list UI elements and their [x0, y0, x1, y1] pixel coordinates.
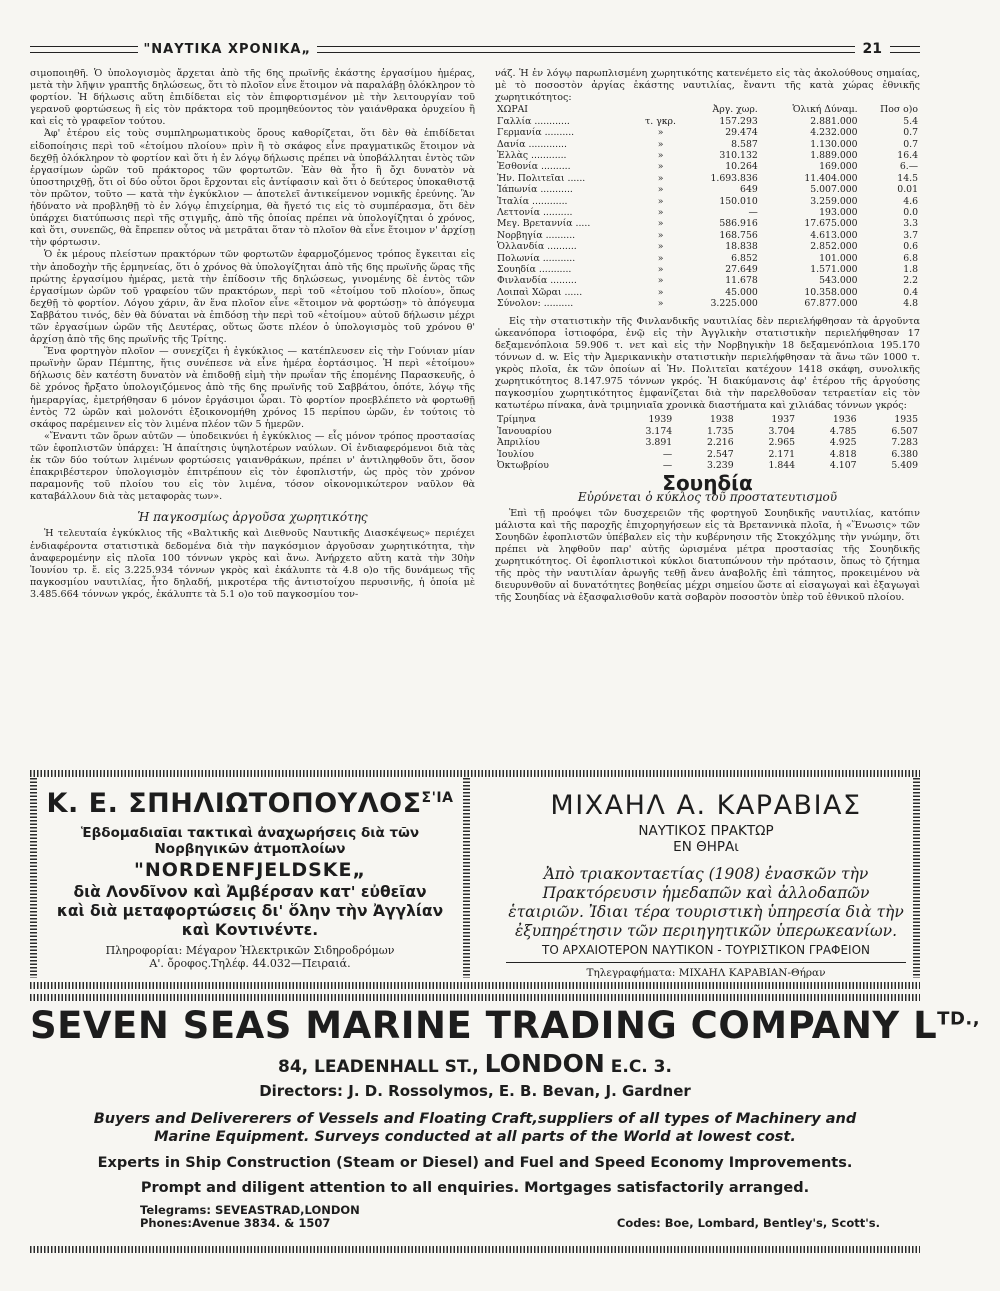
idle-tonnage-table: [495, 104, 920, 309]
header-rule: [317, 46, 855, 53]
table-cell: 3.891: [645, 437, 673, 449]
table-cell: 4.232.000: [810, 127, 858, 139]
ad-line: ΤΟ ΑΡΧΑΙΟΤΕΡΟΝ ΝΑΥΤΙΚΟΝ - ΤΟΥΡΙΣΤΙΚΟΝ ΓΡΑΦΕΙΟΝ: [541, 943, 871, 957]
header-rule: [890, 46, 920, 53]
table-cell: Ὀκτωβρίου: [497, 459, 549, 471]
table-cell: »: [657, 298, 664, 310]
dotted-separator: [30, 1246, 920, 1253]
table-header: Τρίμηνα: [497, 414, 536, 426]
table-row: [495, 196, 920, 207]
table-cell: »: [657, 161, 664, 173]
ad-border: [913, 778, 920, 978]
page-number: 21: [862, 41, 882, 57]
table-cell: 193.000: [819, 206, 858, 218]
table-cell: 168.756: [719, 229, 758, 241]
karavias-advertisement: [492, 778, 920, 978]
table-cell: Γερμανία ..........: [497, 127, 575, 139]
table-cell: »: [657, 206, 664, 218]
table-cell: 6.8: [903, 252, 918, 264]
table-cell: 0.0: [903, 206, 918, 218]
table-cell: 2.852.000: [810, 241, 858, 253]
table-cell: Δανία .............: [497, 138, 567, 150]
article-paragraph: σιμοποιηθῆ. Ὁ ὑπολογισμὸς ἄρχεται ἀπὸ τῆς 6ης πρωϊνῆς ἑκάστης ἐργασίμου ἡμέρας, μετὰ τὴν λῆψιν γραπτῆς δηλώσεως, ὅτι τὸ πλοῖον εἶνε ἕτοιμον νὰ παραλάβῃ ὁλόκληρον τὸ φορτίον. Ἡ δήλωσις αὕτη ἐπιδίδεται εἰς τὸν ἐπιφορτισμένον μὲ τὴν λειτουργίαν τοῦ γερανοῦ φορτώσεως ἢ εἰς τὸν πράκτορα τοῦ προμηθεύοντος τὸν γαιάνθρακα ὀρυχείου ἢ καὶ εἰς τὸ γραφεῖον τούτου.: [30, 68, 475, 128]
company-name: ΜΙΧΑΗΛ Α. ΚΑΡΑΒΙΑΣ: [550, 790, 862, 821]
company-address: [30, 1049, 920, 1078]
table-header: 1939: [648, 414, 673, 426]
table-total: [495, 298, 920, 309]
table-cell: Σουηδία ...........: [497, 263, 572, 275]
table-cell: τ. γκρ.: [645, 115, 676, 127]
table-cell: 2.171: [768, 448, 796, 460]
table-cell: »: [657, 184, 664, 196]
company-name-text: SEVEN SEAS MARINE TRADING COMPANY L: [30, 1004, 938, 1047]
ad-line: Ἑβδομαδιαῖαι τακτικαὶ ἀναχωρήσεις διὰ τῶν: [80, 825, 420, 841]
table-cell: 1.571.000: [810, 263, 858, 275]
article-paragraph: Ἐπὶ τῇ προόψει τῶν δυσχερειῶν τῆς φορτηγοῦ Σουηδικῆς ναυτιλίας, κατόπιν μάλιστα καὶ τῆς παροχῆς ἐπιχορηγήσεων εἰς τὰ Βρεταννικὰ πλοῖα, ἡ «Ἕνωσις» τῶν Σουηδῶν ἐφοπλιστῶν ὑπέβαλεν εἰς τὴν κυβέρνησιν τῆς Στοκχόλμης τὴν γνώμην, ὅτι πρέπει νὰ ληφθοῦν παρ' αὐτῆς ὡρισμένα μέτρα προστασίας τῆς Σουηδικῆς χωρητικότητος. Οἱ ἐφοπλιστικοὶ κύκλοι διατυπώνουν τὴν πρότασιν, ὅπως τὸ ζήτημα τῆς πρὸς τὴν ναυτιλίαν ἀρωγῆς τεθῇ ἄνευ ἀναβολῆς ἐπὶ τάπητος, προκειμένου νὰ διευρυνθοῦν αἱ δυνατότητες βοηθείας μέχρι σημείου ὥστε αἱ εἰσαγωγαὶ καὶ ἐξαγωγαὶ τῆς Σουηδίας νὰ ἐξασφαλισθοῦν κατὰ σοβαρὸν ποσοστὸν ὑπὲρ τοῦ ἐθνικοῦ πλοίου.: [495, 507, 920, 604]
table-cell: 1.889.000: [810, 149, 858, 161]
ad-line: ΕΝ ΘΗΡΑι: [673, 839, 739, 855]
table-cell: —: [662, 459, 673, 471]
section-title: Σουηδία: [662, 471, 753, 496]
table-cell: 6.507: [891, 425, 918, 437]
left-column: [30, 68, 475, 601]
table-cell: 1.130.000: [810, 138, 858, 150]
table-header: 1938: [709, 414, 734, 426]
table-row: [495, 298, 920, 309]
ad-line: διὰ Λονδῖνον καὶ Ἀμβέρσαν κατ' εὐθεῖαν: [73, 883, 427, 901]
ad-footer: [30, 1204, 920, 1230]
line-name: "NORDENFJELDSKE„: [133, 859, 366, 881]
table-cell: 4.6: [903, 195, 918, 207]
table-cell: —: [748, 206, 758, 218]
table-row: [495, 207, 920, 218]
table-header-row: [495, 414, 920, 425]
table-header: 1936: [832, 414, 857, 426]
table-cell: Ἐσθονία ..........: [497, 161, 571, 173]
table-cell: 3.259.000: [810, 195, 858, 207]
address-postcode: E.C. 3.: [610, 1057, 672, 1077]
table-cell: 3.239: [707, 459, 734, 471]
table-cell: »: [657, 241, 664, 253]
table-cell: 7.283: [891, 437, 918, 449]
table-cell: 5.4: [903, 115, 918, 127]
table-row: [495, 184, 920, 195]
table-row: [495, 218, 920, 229]
table-row: [495, 127, 920, 138]
table-cell: »: [657, 252, 664, 264]
table-cell: 17.675.000: [804, 218, 858, 230]
ad-text: Buyers and Delivererers of Vessels and Floating Craft,suppliers of all types of Machinery and Marine Equipment. Surveys conducted at all parts of the World at lowest cost.: [93, 1111, 857, 1145]
table-cell: 0.01: [897, 184, 918, 196]
table-cell: 6.380: [891, 448, 918, 460]
seven-seas-advertisement: [30, 1002, 981, 1242]
table-cell: 67.877.000: [804, 298, 858, 310]
table-row: [495, 230, 920, 241]
table-cell: 4.818: [829, 448, 857, 460]
table-cell: 3.7: [903, 229, 918, 241]
table-cell: 8.587: [731, 138, 758, 150]
article-paragraph: Ἡ τελευταία ἐγκύκλιος τῆς «Βαλτικῆς καὶ Διεθνοῦς Ναυτικῆς Διασκέψεως» περιέχει ἐνδιαφέροντα στατιστικὰ δεδομένα διὰ τὴν παγκόσμιον ἀργοῦσαν χωρητικότητα, τὴν ἀναφερομένην εἰς πλοῖα 100 τόννων γκρὸς καὶ ἄνω. Ἀνήρχετο αὕτη κατὰ τὴν 30ὴν Ἰουνίου τρ. ἔ. εἰς 3.225.934 τόννων γκρὸς καὶ ἐκάλυπτε τὰ 4.8 ο)ο τῆς δυνάμεως τῆς παγκοσμίου ναυτιλίας, ἦτο δηλαδή, μικροτέρα τῆς ἀντιστοίχου περυσινῆς, ἡ ὁποία μὲ 3.485.664 τόννων γκρός, ἐκάλυπτε τὰ 5.1 ο)ο τοῦ παγκοσμίου τον-: [30, 528, 475, 600]
table-cell: 4.107: [829, 459, 857, 471]
contact-block: [140, 1204, 360, 1230]
section-heading: Ἡ παγκοσμίως ἀργοῦσα χωρητικότης: [137, 510, 368, 525]
table-cell: Λεττονία ..........: [497, 206, 573, 218]
table-row: [495, 287, 920, 298]
table-cell: Ἀπριλίου: [497, 437, 540, 449]
section-subtitle: Εὐρύνεται ὁ κύκλος τοῦ προστατευτισμοῦ: [577, 490, 838, 505]
phones: Phones:Avenue 3834. & 1507: [140, 1216, 331, 1230]
table-cell: 6.—: [899, 161, 918, 173]
ad-line: Prompt and diligent attention to all enquiries. Mortgages satisfactorily arranged.: [140, 1180, 810, 1196]
table-header-row: [495, 104, 920, 115]
table-cell: »: [657, 172, 664, 184]
table-cell: 16.4: [897, 149, 918, 161]
table-cell: 29.474: [725, 127, 758, 139]
right-column: [495, 68, 920, 604]
table-cell: 18.838: [725, 241, 758, 253]
header-rule: [30, 46, 138, 53]
table-cell: 0.7: [903, 138, 918, 150]
table-cell: 4.785: [829, 425, 857, 437]
table-cell: 5.007.000: [810, 184, 858, 196]
table-cell: »: [657, 127, 664, 139]
table-body: [495, 426, 920, 472]
page-header: [30, 40, 920, 58]
table-cell: 11.404.000: [804, 172, 858, 184]
article-paragraph: «Ἔναντι τῶν ὅρων αὐτῶν — ὑποδεικνύει ἡ ἐγκύκλιος — εἷς μόνον τρόπος προστασίας τῶν ἐφοπλιστῶν ὑπάρχει: Ἡ ἀπαίτησις ὑψηλοτέρων ναύλων. Οἱ ἐνδιαφερόμενοι διὰ τὰς ἐκ τῶν δύο τούτων λιμένων φορτώσεις γαιανθράκων, πρέπει ν' ἀντιληφθοῦν ὅτι, ὅσον ἐπακριβέστερον ὑπολογισμὸν ἐπιτρέπουν εἰς τὸν ἐφοπλιστήν, ὡς πρὸς τὸν χρόνον παραμονῆς τοῦ πλοίου του εἰς τὸν λιμένα, τόσον οἰκονομικώτερον ναῦλον θὰ καταβάλλουν διὰ τὰς μεταφορὰς των».: [30, 430, 475, 503]
ad-line: Νορβηγικῶν ἀτμοπλοίων: [154, 841, 346, 857]
table-header: Ὁλική Δύναμ.: [792, 104, 858, 116]
table-row: [495, 264, 920, 275]
table-header: 1937: [771, 414, 796, 426]
table-cell: »: [657, 286, 664, 298]
magazine-title: "ΝΑΥΤΙΚΑ ΧΡΟΝΙΚΑ„: [143, 41, 311, 57]
table-cell: »: [657, 138, 664, 150]
table-cell: 169.000: [819, 161, 858, 173]
table-cell: 3.225.000: [710, 298, 758, 310]
company-name-suffix: Σ'ΙΑ: [421, 790, 454, 806]
table-cell: 3.174: [645, 425, 673, 437]
company-name-text: Κ. Ε. ΣΠΗΛΙΩΤΟΠΟΥΛΟΣ: [46, 788, 422, 819]
table-cell: Μεγ. Βρεταννία .....: [497, 218, 591, 230]
spiliotopoulos-advertisement: [30, 778, 470, 978]
dotted-separator: [30, 770, 920, 777]
table-cell: 3.704: [768, 425, 796, 437]
ad-border: [30, 778, 37, 978]
ad-border: [463, 778, 470, 978]
table-cell: »: [657, 195, 664, 207]
table-cell: 4.925: [829, 437, 857, 449]
dotted-separator: [30, 994, 920, 1001]
table-row: [495, 275, 920, 286]
table-cell: »: [657, 275, 664, 287]
table-row: [495, 150, 920, 161]
table-cell: Γαλλία ............: [497, 115, 570, 127]
table-row: [495, 116, 920, 127]
table-header: Ἀργ. χωρ.: [712, 104, 758, 116]
divider: [506, 962, 906, 963]
table-row: [495, 437, 920, 448]
table-row: [495, 426, 920, 437]
table-cell: 0.4: [903, 286, 918, 298]
ad-line: Experts in Ship Construction (Steam or Diesel) and Fuel and Speed Economy Improvements.: [97, 1155, 853, 1171]
ad-line: ΝΑΥΤΙΚΟΣ ΠΡΑΚΤΩΡ: [638, 823, 774, 839]
table-cell: 157.293: [719, 115, 758, 127]
table-row: [495, 449, 920, 460]
table-row: [495, 253, 920, 264]
table-cell: Νορβηγία ..........: [497, 229, 576, 241]
table-cell: 1.844: [768, 459, 796, 471]
table-cell: Ἰουλίου: [497, 448, 534, 460]
table-cell: Λοιπαὶ Χῶραι ......: [497, 286, 583, 298]
dotted-separator: [30, 982, 920, 989]
table-cell: Σύνολον: ..........: [497, 298, 574, 310]
company-name: [30, 1004, 981, 1047]
article-paragraph: Ἕνα φορτηγὸν πλοῖον — συνεχίζει ἡ ἐγκύκλιος — κατέπλευσεν εἰς τὴν Γούνιαν μίαν πρωϊνὴν ὥραν Πέμπτης, ἥτις συνέπεσε νὰ εἶνε ἡμέρα ἑορτάσιμος. Ἡ περὶ «ἑτοίμου» δήλωσις δὲν κατέστη δυνατὸν νὰ ἐπιδοθῇ εἰμὴ τὴν πρωΐαν τῆς ἑπομένης Παρασκευῆς, ὁ δὲ χρόνος ἤρξατο ὑπολογιζόμενος ἀπὸ τῆς 6ης πρωϊνῆς τοῦ Σαββάτου, ὁπότε, λόγῳ τῆς ἡμεραργίας, ἐμετρήθησαν 6 μόνον ἐργάσιμοι ὧραι. Τὸ φορτίον προεβλέπετο νὰ φορτωθῇ ἐντὸς 72 ὡρῶν καὶ μολονότι ἐξοικονομήθη χρόνος 15 περίπου ὡρῶν, ἐν τούτοις τὸ σκάφος παρέμεινεν εἰς τὸν λιμένα πλέον τῶν 5 ἡμερῶν.: [30, 346, 475, 430]
table-cell: Ὁλλανδία ..........: [497, 241, 577, 253]
table-cell: »: [657, 263, 664, 275]
table-row: [495, 241, 920, 252]
table-cell: 10.358.000: [804, 286, 858, 298]
table-cell: 2.2: [903, 275, 918, 287]
table-body: [495, 116, 920, 299]
table-cell: 27.649: [725, 263, 758, 275]
table-cell: Φινλανδία .........: [497, 275, 577, 287]
table-cell: —: [662, 448, 673, 460]
table-cell: 586.916: [719, 218, 758, 230]
table-cell: 2.881.000: [810, 115, 858, 127]
table-cell: 1.8: [903, 263, 918, 275]
article-paragraph: Ἀφ' ἑτέρου εἰς τοὺς συμπληρωματικοὺς ὅρους καθορίζεται, ὅτι δὲν θὰ ἐπιδίδεται εἰδοποίησις περὶ τοῦ «ἑτοίμου πλοίου» πρὶν ἢ τὸ σκάφος εἶνε πραγματικῶς ἕτοιμον νὰ δεχθῇ ὁλόκληρον τὸ φορτίον καὶ ὅτι ἡ ἐν λόγῳ δήλωσις πρέπει νὰ ὑποβάλληται ἐντὸς τῶν ἐργασίμων ὡρῶν τοῦ πράκτορος τῶν φορτωτῶν. Ἐὰν θὰ ἦτο ἢ ὄχι δυνατὸν νὰ ὑποστηριχθῇ, ὅτι οἱ δύο οὗτοι ὅροι ἔρχονται εἰς ἀντίφασιν καὶ ὅτι ὁ δεύτερος ὑποκαθιστᾷ τὸν πρῶτον, τοῦτο — κατὰ τὴν ἐγκύκλιον — ἀποτελεῖ ἀντικείμενον νομικῆς ἐρεύνης. Ἂν ἠδύνατο νὰ προβληθῇ τὸ ἐν λόγῳ ἐπιχείρημα, θὰ ἤγετό τις εἰς τὸ συμπέρασμα, ὅτι δὲν ὑπάρχει διατύπωσις περὶ τῆς στιγμῆς, ἀπὸ τῆς ὁποίας πρέπει νὰ ὑπολογίζηται ὁ χρόνος, καὶ ὅτι, συνεπῶς, θὰ ἔπρεπεν οὗτος νὰ μετρᾶται ὅταν τὸ πλοῖον θὰ εἶνε ἕτοιμον ν' ἀρχίσῃ τὴν φόρτωσιν.: [30, 128, 475, 249]
table-cell: 0.6: [903, 241, 918, 253]
table-header: ΧΩΡΑΙ: [497, 104, 528, 116]
table-cell: »: [657, 229, 664, 241]
table-cell: 10.264: [725, 161, 758, 173]
company-name: [30, 788, 470, 819]
table-cell: 11.678: [725, 275, 758, 287]
quarterly-table: [495, 414, 920, 471]
table-header: 1935: [894, 414, 918, 426]
table-cell: Ἰταλία ............: [497, 195, 568, 207]
table-cell: Ἑλλὰς ............: [497, 149, 567, 161]
table-cell: 14.5: [897, 172, 918, 184]
table-cell: 2.547: [707, 448, 734, 460]
ad-contact: Α'. ὄροφος.Τηλέφ. 44.032—Πειραιά.: [149, 957, 351, 970]
telegrams: Telegrams: SEVEASTRAD,LONDON: [140, 1203, 360, 1217]
table-cell: 4.613.000: [810, 229, 858, 241]
table-header: Ποσ ο)ο: [880, 104, 918, 116]
ad-line: καὶ διὰ μεταφορτώσεις δι' ὅλην τὴν Ἀγγλίαν: [56, 902, 444, 920]
table-cell: 0.7: [903, 127, 918, 139]
table-cell: 2.965: [768, 437, 796, 449]
table-cell: 45.000: [725, 286, 758, 298]
directors: Directors: J. D. Rossolymos, E. B. Bevan, J. Gardner: [259, 1082, 691, 1100]
table-row: [495, 460, 920, 471]
table-header: [635, 104, 685, 115]
company-name-suffix: TD.,: [937, 1008, 981, 1030]
table-cell: Ἰάπωνία ...........: [497, 184, 573, 196]
table-cell: 649: [740, 184, 758, 196]
table-cell: 4.8: [903, 298, 918, 310]
table-cell: Πολωνία ...........: [497, 252, 576, 264]
table-cell: 543.000: [819, 275, 858, 287]
table-cell: »: [657, 218, 664, 230]
table-cell: »: [657, 149, 664, 161]
address-city: LONDON: [484, 1049, 605, 1078]
table-cell: Ἰανουαρίου: [497, 425, 552, 437]
ad-line: καὶ Κοντινέντε.: [181, 921, 319, 939]
table-cell: 310.132: [719, 149, 758, 161]
article-paragraph: νάζ. Ἡ ἐν λόγῳ παρωπλισμένη χωρητικότης κατενέμετο εἰς τὰς ἀκολούθους σημαίας, μὲ τὸ ποσοστὸν ἀργίας ἑκάστης ναυτιλίας, ἔναντι τῆς κατὰ χώρας ἐθνικῆς χωρητικότητος:: [495, 68, 920, 104]
table-cell: 101.000: [819, 252, 858, 264]
table-cell: 3.3: [903, 218, 918, 230]
table-cell: 150.010: [719, 195, 758, 207]
table-cell: Ἡν. Πολιτεῖαι ......: [497, 172, 586, 184]
codes: Codes: Boe, Lombard, Bentley's, Scott's.: [616, 1216, 880, 1230]
table-row: [495, 139, 920, 150]
ad-text: Ἀπὸ τριακονταετίας (1908) ἐνασκῶν τὴν Πρακτόρευσιν ἡμεδαπῶν καὶ ἀλλοδαπῶν ἑταιριῶν. Ἰδιαι τέρα τουριστικὴ ὑπηρεσία διὰ τὴν ἐξυπηρέτησιν τῶν περιηγητικῶν ὑπερωκεανίων.: [508, 865, 904, 940]
address-street: 84, LEADENHALL ST.,: [278, 1057, 479, 1077]
article-paragraph: Εἰς τὴν στατιστικὴν τῆς Φινλανδικῆς ναυτιλίας δὲν περιελήφθησαν τὰ ἀργοῦντα ὠκεανόπορα ἱστιοφόρα, ἐνῷ εἰς τὴν Ἀγγλικὴν στατιστικὴν περιελήφθησαν 17 δεξαμενόπλοια 59.906 τ. νετ καὶ εἰς τὴν Νορβηγικὴν 18 δεξαμενόπλοια 195.170 τόννων d. w. Εἰς τὴν Ἀμερικανικὴν στατιστικὴν περιελήφθησαν τὰ ἄνω τῶν 1000 τ. γκρὸς πλοῖα, ἐκ τῶν ὁποίων αἱ Ἡν. Πολιτεῖαι κατέχουν 1418 σκάφη, συνολικῆς χωρητικότητος 8.147.975 τόννων γκρός. Ἡ διακύμανσις ἀφ' ἑτέρου τῆς ἀργούσης παγκοσμίου χωρητικότητος ἐμφανίζεται διὰ τὴν παρελθοῦσαν τετραετίαν εἰς τὸν κατωτέρω πίνακα, ἀνὰ τριμηνιαῖα χρονικὰ διαστήματα καὶ χιλιάδας τόννων γκρός:: [495, 315, 920, 412]
ad-contact: Πληροφορίαι: Μέγαρον Ἡλεκτρικῶν Σιδηροδρόμων: [105, 944, 395, 957]
table-row: [495, 173, 920, 184]
article-paragraph: Ὁ ἐκ μέρους πλείστων πρακτόρων τῶν φορτωτῶν ἐφαρμοζόμενος τρόπος ἔγκειται εἰς τὴν ἀποδοχὴν τῆς ἑρμηνείας, ὅτι ὁ χρόνος θὰ ὑπολογίζηται ἀπὸ τῆς 6ης πρωϊνῆς ὥρας τῆς πρώτης ἐργασίμου ἡμέρας, μετὰ τὴν ἐπίδοσιν τῆς δηλώσεως, γινομένης δὲ ἐντὸς τῶν ἐργασίμων ὡρῶν τοῦ γραφείου τῶν πρακτόρων, περὶ τοῦ «ἑτοίμου τοῦ πλοίου», ὅπως δεχθῇ τὸ φορτίον. Λόγου χάριν, ἂν ἕνα πλοῖον εἶνε «ἕτοιμον νὰ φορτώσῃ» τὸ ἀπόγευμα Σαββάτου τινός, δὲν θὰ δύναται νὰ ἐπιδόσῃ τὴν περὶ τοῦ «ἑτοίμου» αὐτοῦ δήλωσιν μέχρι τῶν ἐργασίμων ὡρῶν τῆς Δευτέρας, οὕτως ὥστε πλέον ὁ ὑπολογισμὸς τοῦ χρόνου θ' ἀρχίσῃ ἀπὸ τῆς 6ης πρωϊνῆς τῆς Τρίτης.: [30, 249, 475, 346]
table-cell: 5.409: [891, 459, 918, 471]
table-cell: 1.735: [707, 425, 734, 437]
table-cell: 2.216: [707, 437, 734, 449]
table-cell: 6.852: [731, 252, 758, 264]
ad-contact: Τηλεγραφήματα: ΜΙΧΑΗΛ ΚΑΡΑΒΙΑΝ-Θήραν: [586, 967, 826, 979]
table-cell: 1.693.836: [710, 172, 758, 184]
table-row: [495, 161, 920, 172]
